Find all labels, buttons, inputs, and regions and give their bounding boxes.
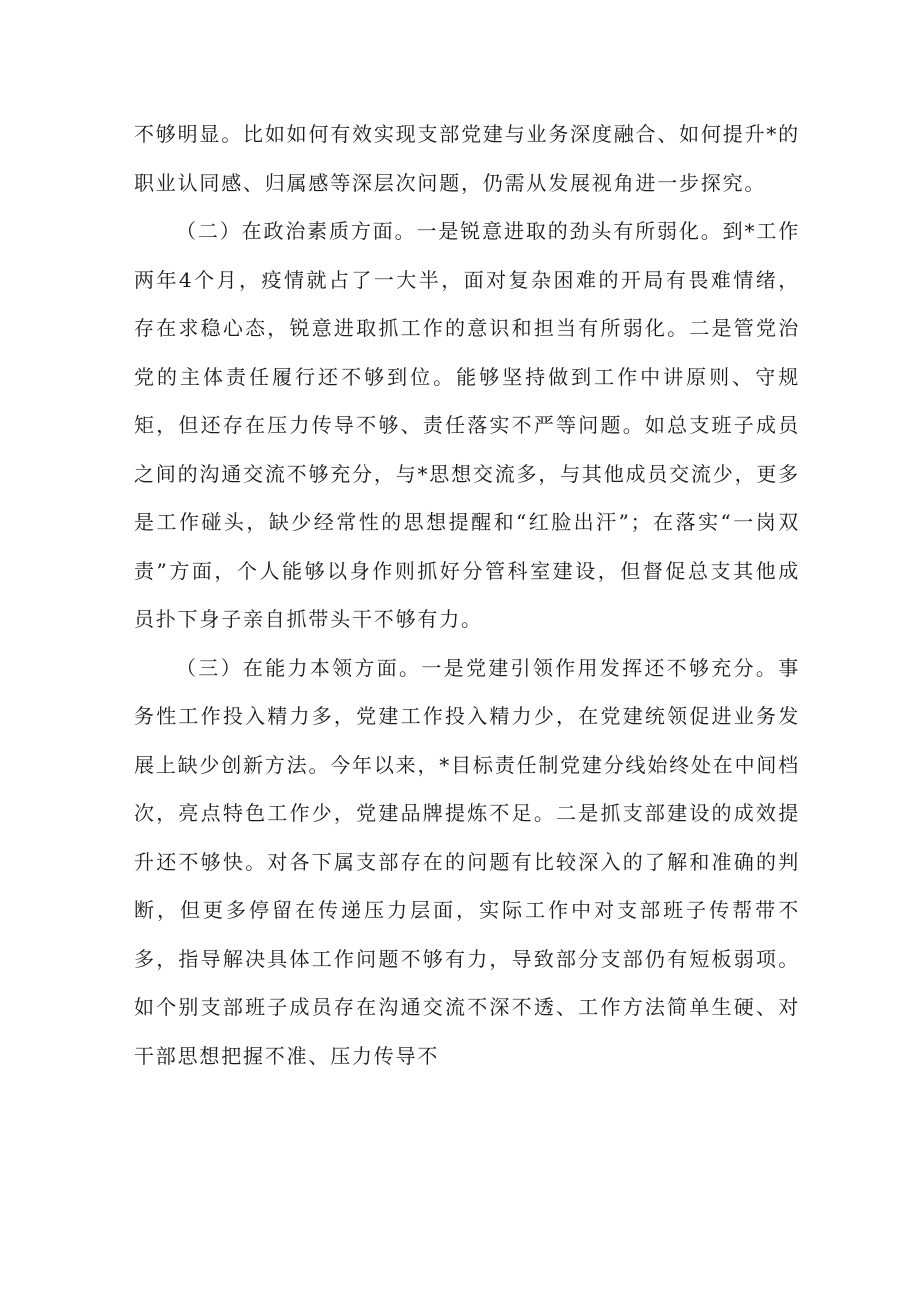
- document-page: [134, 110, 800, 1080]
- paragraph-ability: （三）在能力本领方面。一是党建引领作用发挥还不够充分。事务性工作投入精力多，党建工作投入精力少，在党建统领促进业务发展上缺少创新方法。今年以来，*目标责任制党建分线始终处在中间档次，亮点特色工作少，党建品牌提炼不足。二是抓支部建设的成效提升还不够快。对各下属支部存在的问题有比较深入的了解和准确的判断，但更多停留在传递压力层面，实际工作中对支部班子传帮带不多，指导解决具体工作问题不够有力，导致部分支部仍有短板弱项。如个别支部班子成员存在沟通交流不深不透、工作方法简单生硬、对干部思想把握不准、压力传导不: [134, 655, 800, 1068]
- paragraph-political-quality: （二）在政治素质方面。一是锐意进取的劲头有所弱化。到*工作两年4个月，疫情就占了一大半，面对复杂困难的开局有畏难情绪，存在求稳心态，锐意进取抓工作的意识和担当有所弱化。二是管党治党的主体责任履行还不够到位。能够坚持做到工作中讲原则、守规矩，但还存在压力传导不够、责任落实不严等问题。如总支班子成员之间的沟通交流不够充分，与*思想交流多，与其他成员交流少，更多是工作碰头，缺少经常性的思想提醒和“红脸出汗”；在落实“一岗双责”方面，个人能够以身作则抓好分管科室建设，但督促总支其他成员扑下身子亲自抓带头干不够有力。: [134, 219, 800, 631]
- paragraph-continuation: 不够明显。比如如何有效实现支部党建与业务深度融合、如何提升*的职业认同感、归属感等深层次问题，仍需从发展视角进一步探究。: [134, 122, 800, 195]
